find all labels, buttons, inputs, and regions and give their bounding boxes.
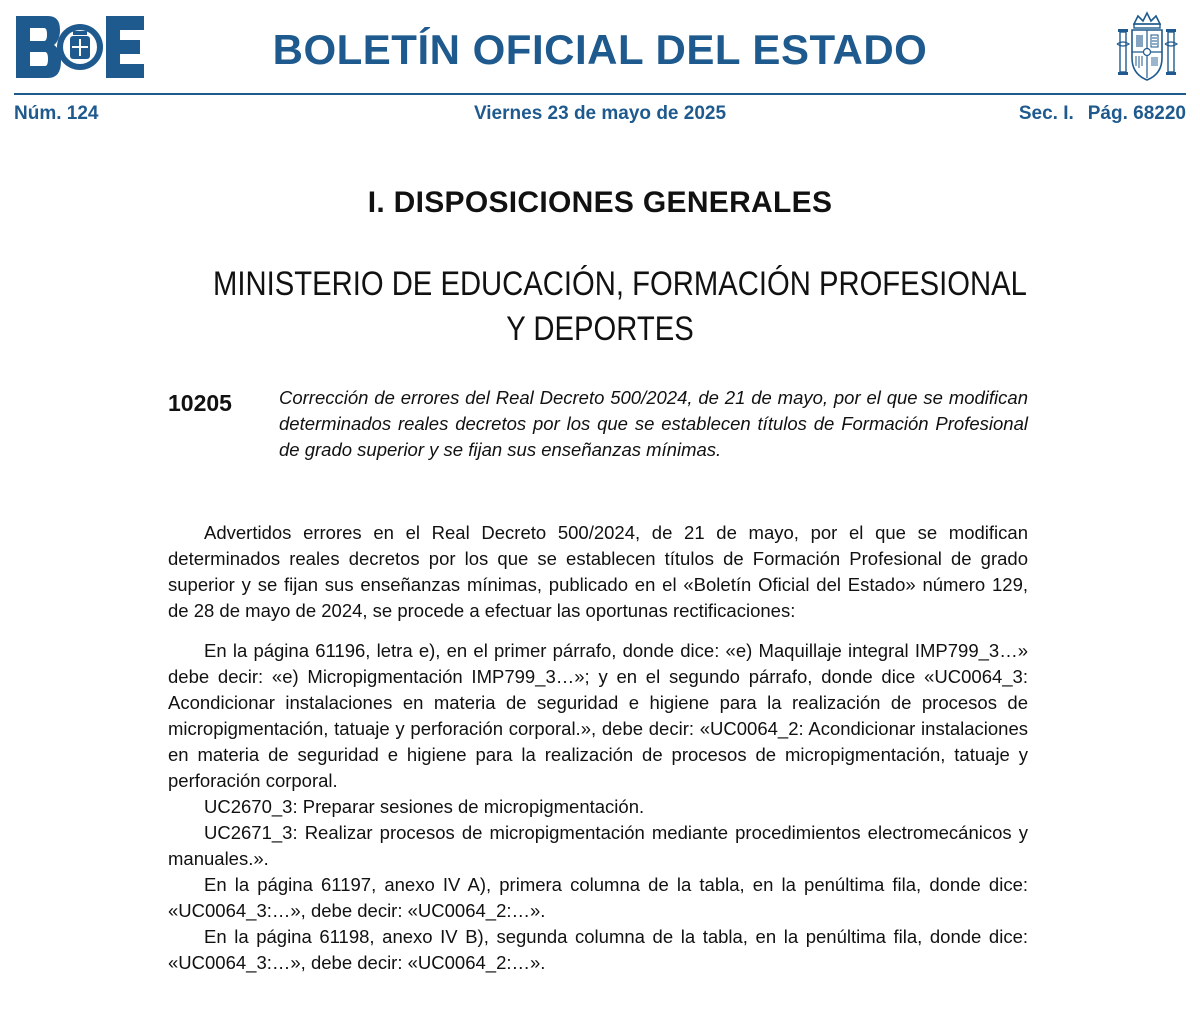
paragraph: Advertidos errores en el Real Decreto 500/2024, de 21 de mayo, por el que se modifican determinados reales decretos por los que se establecen títulos de Formación Profesional de grado superior y se fijan sus enseñanzas mínimas, publicado en el «Boletín Oficial del Estado» número 129, de 28 de mayo de 2024, se procede a efectuar las oportunas rectificaciones: <box>168 522 1028 621</box>
section-title: I. DISPOSICIONES GENERALES <box>367 186 833 219</box>
paragraph: En la página 61198, anexo IV B), segunda columna de la tabla, en la penúltima fila, donde dice: «UC0064_3:…», debe decir: «UC0064_2:…». <box>168 926 1028 973</box>
paragraph: UC2671_3: Realizar procesos de micropigmentación mediante procedimientos electromecánicos y manuales.». <box>168 822 1028 869</box>
header-rule <box>14 93 1186 95</box>
coat-of-arms-icon <box>1116 10 1178 84</box>
paragraph: En la página 61197, anexo IV A), primera columna de la tabla, en la penúltima fila, donde dice: «UC0064_3:…», debe decir: «UC0064_2:…». <box>168 874 1028 921</box>
section-page <box>1019 103 1186 125</box>
section-label: Sec. I. <box>1018 103 1074 124</box>
page-number: Pág. 68220 <box>1087 103 1186 124</box>
ministry-heading <box>213 262 1027 352</box>
issue-number: Núm. 124 <box>14 103 99 124</box>
disposition-number: 10205 <box>168 390 232 416</box>
ministry-line-1: MINISTERIO DE EDUCACIÓN, FORMACIÓN PROFESIONAL <box>213 265 1027 303</box>
newspaper-title: BOLETÍN OFICIAL DEL ESTADO <box>272 26 928 73</box>
paragraph: En la página 61196, letra e), en el primer párrafo, donde dice: «e) Maquillaje integral IMP799_3…» debe decir: «e) Micropigmentación IMP799_3…»; y en el segundo párrafo, donde dice «UC0064_3: Acondicionar instalaciones en materia de seguridad e higiene para la realización de procesos de micropigmentación, tatuaje y perforación corporal.», debe decir: «UC0064_2: Acondicionar instalaciones en materia de seguridad e higiene para la realización de procesos de micropigmentación, tatuaje y perforación corporal. <box>168 640 1028 791</box>
ministry-line-2: Y DEPORTES <box>506 310 694 348</box>
disposition-title: Corrección de errores del Real Decreto 500/2024, de 21 de mayo, por el que se modifican determinados reales decretos por los que se establecen títulos de Formación Profesional de grado superior y se fijan sus enseñanzas mínimas. <box>279 387 1028 460</box>
paragraph: UC2670_3: Preparar sesiones de micropigmentación. <box>204 796 645 817</box>
issue-date: Viernes 23 de mayo de 2025 <box>473 103 727 124</box>
boe-logo <box>14 14 146 80</box>
document-body <box>168 520 1028 976</box>
